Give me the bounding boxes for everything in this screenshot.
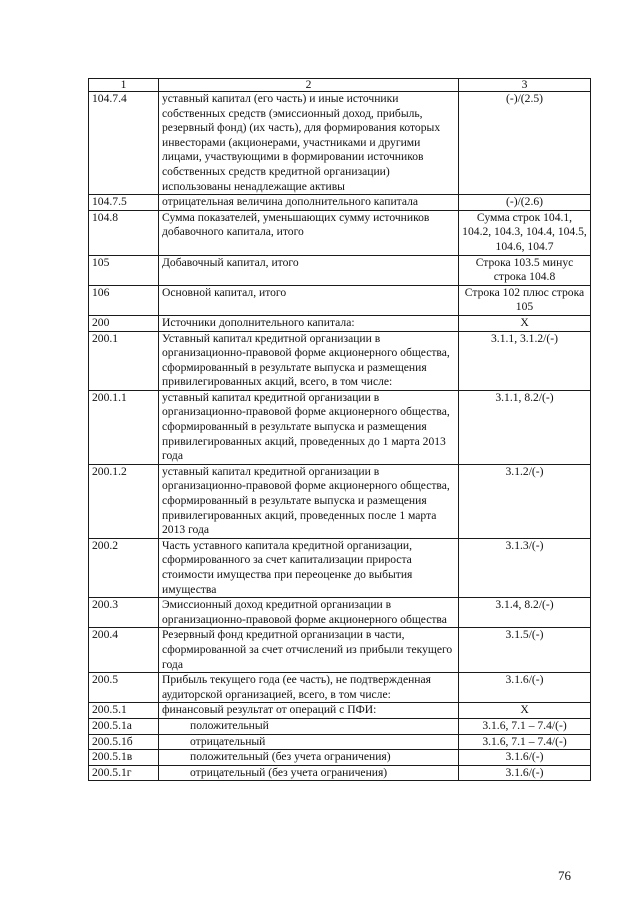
table-row [89, 464, 591, 538]
cell-c3: 3.1.3/(-) [459, 538, 591, 597]
cell-c2: Прибыль текущего года (ее часть), не подтвержденная аудиторской организацией, всего, в том числе: [159, 673, 459, 703]
cell-c3: 3.1.1, 8.2/(-) [459, 390, 591, 464]
table-row [89, 598, 591, 628]
cell-c3: Строка 102 плюс строка 105 [459, 285, 591, 315]
cell-c2: Источники дополнительного капитала: [159, 315, 459, 331]
cell-c2: Резервный фонд кредитной организации в части, сформированной за счет отчислений из прибыли текущего года [159, 628, 459, 673]
cell-c3: 3.1.4, 8.2/(-) [459, 598, 591, 628]
cell-c3: 3.1.6/(-) [459, 765, 591, 781]
cell-c3: 3.1.2/(-) [459, 464, 591, 538]
cell-c2 [159, 734, 459, 750]
cell-c1: 200.4 [89, 628, 159, 673]
cell-c2: уставный капитал кредитной организации в организационно-правовой форме акционерного общества, сформированный в результате выпуска и размещения привилегированных акций, проведенных после 1 марта 2013 года [159, 464, 459, 538]
table-row [89, 750, 591, 766]
table-header-row [89, 79, 591, 92]
cell-c2: финансовый результат от операций с ПФИ: [159, 703, 459, 719]
indented-text: положительный (без учета ограничения) [190, 750, 391, 764]
cell-c2 [159, 765, 459, 781]
cell-c1: 200.5.1г [89, 765, 159, 781]
cell-c1: 200.1.2 [89, 464, 159, 538]
cell-c2 [159, 750, 459, 766]
table-row [89, 315, 591, 331]
table-row [89, 703, 591, 719]
cell-c2: Добавочный капитал, итого [159, 255, 459, 285]
indented-text: отрицательный [190, 734, 266, 748]
table-row [89, 718, 591, 734]
table-row [89, 285, 591, 315]
cell-c2 [159, 718, 459, 734]
cell-c1: 200.5.1б [89, 734, 159, 750]
cell-c1: 200.5 [89, 673, 159, 703]
cell-c1: 200 [89, 315, 159, 331]
page-number: 76 [558, 868, 571, 883]
header-col-3: 3 [459, 79, 591, 92]
header-col-2: 2 [159, 79, 459, 92]
cell-c3: Сумма строк 104.1, 104.2, 104.3, 104.4, 104.5, 104.6, 104.7 [459, 210, 591, 255]
cell-c3: X [459, 703, 591, 719]
cell-c3: (-)/(2.5) [459, 92, 591, 195]
cell-c1: 104.7.5 [89, 195, 159, 211]
cell-c1: 200.3 [89, 598, 159, 628]
cell-c1: 104.8 [89, 210, 159, 255]
table-row [89, 195, 591, 211]
capital-table [88, 78, 591, 781]
table-row [89, 628, 591, 673]
table-row [89, 331, 591, 390]
indented-text: положительный [190, 718, 269, 732]
cell-c3: 3.1.6, 7.1 – 7.4/(-) [459, 718, 591, 734]
indented-text: отрицательный (без учета ограничения) [190, 765, 388, 779]
cell-c1: 106 [89, 285, 159, 315]
cell-c1: 105 [89, 255, 159, 285]
header-col-1: 1 [89, 79, 159, 92]
cell-c3: 3.1.6/(-) [459, 673, 591, 703]
cell-c2: уставный капитал кредитной организации в организационно-правовой форме акционерного общества, сформированный в результате выпуска и размещения привилегированных акций, проведенных до 1 марта 2013 года [159, 390, 459, 464]
cell-c2: Эмиссионный доход кредитной организации в организационно-правовой форме акционерного общества [159, 598, 459, 628]
table-row [89, 390, 591, 464]
cell-c2: Часть уставного капитала кредитной организации, сформированного за счет капитализации прироста стоимости имущества при переоценке до выбытия имущества [159, 538, 459, 597]
cell-c3: 3.1.6/(-) [459, 750, 591, 766]
cell-c2: уставный капитал (его часть) и иные источники собственных средств (эмиссионный доход, прибыль, резервный фонд) (их часть), для формирования которых инвесторами (акционерами, участниками и другими лицами, участвующими в формировании источников собственных средств кредитной организации) использованы ненадлежащие активы [159, 92, 459, 195]
cell-c1: 200.1.1 [89, 390, 159, 464]
table-row [89, 210, 591, 255]
table-row [89, 734, 591, 750]
cell-c1: 200.5.1 [89, 703, 159, 719]
table-row [89, 673, 591, 703]
table-row [89, 765, 591, 781]
cell-c1: 200.5.1в [89, 750, 159, 766]
cell-c2: Основной капитал, итого [159, 285, 459, 315]
cell-c1: 104.7.4 [89, 92, 159, 195]
cell-c3: 3.1.5/(-) [459, 628, 591, 673]
table-row [89, 92, 591, 195]
cell-c1: 200.1 [89, 331, 159, 390]
cell-c3: X [459, 315, 591, 331]
capital-table-body [89, 79, 591, 781]
cell-c1: 200.2 [89, 538, 159, 597]
cell-c3: (-)/(2.6) [459, 195, 591, 211]
cell-c2: Сумма показателей, уменьшающих сумму источников добавочного капитала, итого [159, 210, 459, 255]
table-row [89, 538, 591, 597]
cell-c2: Уставный капитал кредитной организации в организационно-правовой форме акционерного общества, сформированный в результате выпуска и размещения привилегированных акций, всего, в том числе: [159, 331, 459, 390]
table-row [89, 255, 591, 285]
cell-c3: Строка 103.5 минус строка 104.8 [459, 255, 591, 285]
cell-c2: отрицательная величина дополнительного капитала [159, 195, 459, 211]
cell-c3: 3.1.6, 7.1 – 7.4/(-) [459, 734, 591, 750]
cell-c1: 200.5.1а [89, 718, 159, 734]
cell-c3: 3.1.1, 3.1.2/(-) [459, 331, 591, 390]
